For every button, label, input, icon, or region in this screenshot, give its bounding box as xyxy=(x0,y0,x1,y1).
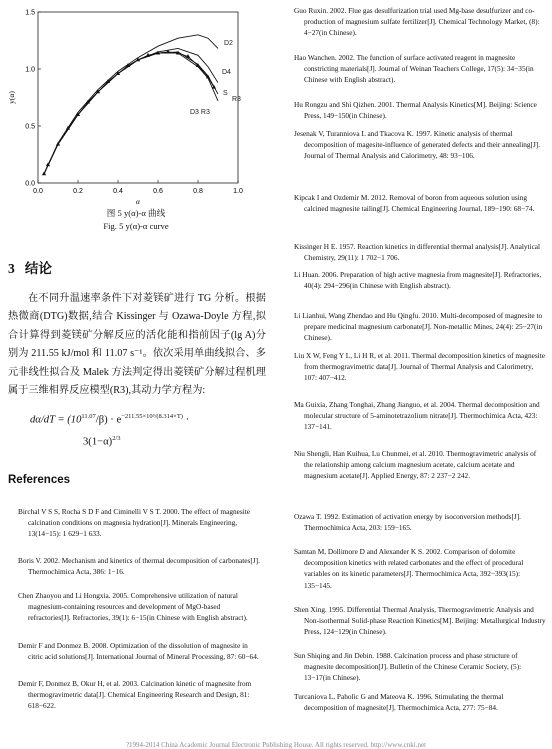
x-tick-label: 0.8 xyxy=(193,188,203,195)
reference-entry: Kissinger H E. 1957. Reaction kinetics in differential thermal analysis[J]. Analytical Chemistry, 29(11): 1 702−1 706. xyxy=(294,242,541,263)
reference-entry: Jesenak V, Turanniova L and Tkacova K. 1997. Kinetic analysis of thermal decomposition of magesite-influence of generated defects and their annealing[J]. Journal of Thermal Analysis and Calorimetry, 48: 93−106. xyxy=(294,129,541,161)
y-axis-label: y(α) xyxy=(7,91,16,104)
reference-entry: Demir F and Donmez B. 2008. Optimization of the dissolution of magnesite in citric acid solutions[J]. International Journal of Mineral Processing, 87: 60−64. xyxy=(18,641,259,662)
curve-label: R3 xyxy=(232,96,241,103)
reference-entry: Birchal V S S, Rocha S D F and Ciminelli V S T. 2000. The effect of magnesite calcination conditions on magnesia hydration[J]. Minerals Engineering, 13(14−15): 1 629−1 633. xyxy=(18,507,250,539)
reference-entry: Kipcak I and Ozdemir M. 2012. Removal of boron from aqueous solution using calcined magnesite tailing[J]. Chemical Engineering Journal, 189−190: 68−74. xyxy=(294,193,535,214)
section-heading xyxy=(8,257,52,277)
x-tick-label: 0.0 xyxy=(33,188,43,195)
reference-entry: Samtan M, Dollimore D and Alexander K S. 2002. Comparison of dolomite decomposition kinetics with related carbonates and the effect of procedural variables on its kinetic parameters[J]. Thermochimica Acta, 392−393(15): 135−145. xyxy=(294,547,524,590)
x-axis-label: α xyxy=(136,197,140,205)
reference-entry: Niu Shengli, Han Kuihua, Lu Chunmei, et al. 2010. Thermogravimetric analysis of the relationship among calcium magnesium acetate, calcium acetate and magnesium acetate[J]. Applied Energy, 87: 2 237−2 242. xyxy=(294,449,537,481)
reference-entry: Shen Xing. 1995. Differential Thermal Analysis, Thermogravimetric Analysis and Non-isothermal Solid-phase Reaction Kinetics[M]. Beijing: Metallurgical Industry Press, 124−129(in Chinese). xyxy=(294,605,546,637)
kinetic-equation-line-2: $3(1-\alpha)^{2/3}$ xyxy=(83,435,121,448)
figure-5-chart xyxy=(0,0,272,205)
references-heading: References xyxy=(8,474,71,486)
reference-entry: Turcaniova L, Paholic G and Mateova K. 1996. Stimulating the thermal decomposition of magnesite[J]. Thermochimica Acta, 277: 75−84. xyxy=(294,692,504,713)
x-tick-label: 1.0 xyxy=(233,188,243,195)
kinetic-equation-line-1: $d\alpha/dT = (10^{11.07}/\beta) \cdot e^{-211.55\times 10^3/(8.314\times T)}$ · xyxy=(30,413,190,426)
x-tick-label: 0.2 xyxy=(73,188,83,195)
curve-label: D2 xyxy=(224,40,233,47)
curve-label: S xyxy=(223,90,228,97)
figure-caption-en: Fig. 5 y(α)-α curve xyxy=(103,221,169,231)
series-line-d2 xyxy=(44,35,218,174)
reference-entry: Boris V. 2002. Mechanism and kinetics of thermal decomposition of carbonates[J]. Thermochimica Acta, 386: 1−16. xyxy=(18,556,260,577)
section-number: 3 xyxy=(8,261,15,276)
reference-entry: Ma Guixia, Zhang Tonghai, Zhang Jianguo, et al. 2004. Thermal decomposition and molecular structure of 5-aminotetrazolium nitrate[J]. Thermochimica Acta, 423: 137−141. xyxy=(294,400,540,432)
data-point xyxy=(42,171,46,175)
x-tick-label: 0.4 xyxy=(113,188,123,195)
series-line-s xyxy=(44,52,214,174)
y-tick-label: 0.0 xyxy=(25,180,35,188)
x-tick-label: 0.6 xyxy=(153,188,163,195)
reference-entry: Liu X W, Feng Y L, Li H R, et al. 2011. Thermal decomposition kinetics of magnesite from thermogravimetric data[J]. Journal of Thermal Analysis and Calorimetry, 107: 407−412. xyxy=(294,351,545,383)
curve-label: D3 R3 xyxy=(190,109,210,116)
chart-curves xyxy=(42,35,218,175)
reference-entry: Guo Ruxin. 2002. Flue gas desulfurization trial used Mg-base desulfurizer and co-production of magnesium sulfate fertilizer[J]. Chemical Technology Market, (8): 4−27(in Chinese). xyxy=(294,6,540,38)
section-title: 结论 xyxy=(24,261,52,276)
reference-entry: Demir F, Donmez B, Okur H, et al. 2003. Calcination kinetic of magnesite from thermogravimetric data[J]. Chemical Engineering Research and Design, 81: 618−622. xyxy=(18,679,252,711)
reference-entry: Hu Rongzu and Shi Qizhen. 2001. Thermal Analysis Kinetics[M]. Beijing: Science Press, 149−150(in Chinese). xyxy=(294,100,537,121)
y-tick-label: 0.5 xyxy=(25,123,35,131)
reference-entry: Li Huan. 2006. Preparation of high active magnesia from magnesite[J]. Refractories, 40(4): 294−296(in Chinese with English abstract). xyxy=(294,270,542,291)
conclusion-paragraph: 在不同升温速率条件下对菱镁矿进行 TG 分析。根据热微商(DTG)数据,结合 Kissinger 与 Ozawa-Doyle 方程,拟合计算得到菱镁矿分解反应的活化能和指前因子(lg A)分别为 211.55 kJ/mol 和 11.07 s⁻¹。依次采用单曲线拟合、多元非线性拟合及 Malek 方法判定得出菱镁矿分解过程机理属于三维相界反应模型(R3),其动力学方程为: xyxy=(8,293,266,397)
reference-entry: Hao Wanchen. 2002. The function of surface activated reagent in magnesite constricting materials[J]. Journal of Weinan Teachers College, 17(5): 34−35(in Chinese with English abstract). xyxy=(294,53,534,85)
reference-entry: Ozawa T. 1992. Estimation of activation energy by isoconversion methods[J]. Thermochimica Acta, 203: 159−165. xyxy=(294,512,521,533)
y-tick-label: 1.5 xyxy=(25,9,35,17)
y-tick-label: 1.0 xyxy=(25,66,35,74)
reference-entry: Chen Zhaoyou and Li Hongxia. 2005. Comprehensive utilization of natural magnesium-containing resources and development of MgO-based refractories[J]. Refractories, 39(1): 6−15(in Chinese with English abstract). xyxy=(18,591,248,623)
reference-entry: Li Lianhui, Wang Zhendao and Hu Qingfu. 2010. Multi-decomposed of magnesite to prepare medicinal magnesium carbonate[J]. Non-metallic Mines, 24(4): 25−27(in Chinese). xyxy=(294,311,543,343)
plot-frame xyxy=(38,12,238,183)
figure-caption-cn: 图 5 y(α)-α 曲线 xyxy=(106,208,166,218)
page-footer: ?1994-2014 China Academic Journal Electronic Publishing House. All rights reserved. http://www.cnki.net xyxy=(125,741,427,749)
reference-entry: Sun Shiqing and Jin Debin. 1988. Calcination process and phase structure of magnesite decomposition[J]. Bulletin of the Chinese Ceramic Society, (5): 13−17(in Chinese). xyxy=(294,651,522,683)
curve-label: D4 xyxy=(222,69,231,76)
chart-axes xyxy=(7,10,243,206)
